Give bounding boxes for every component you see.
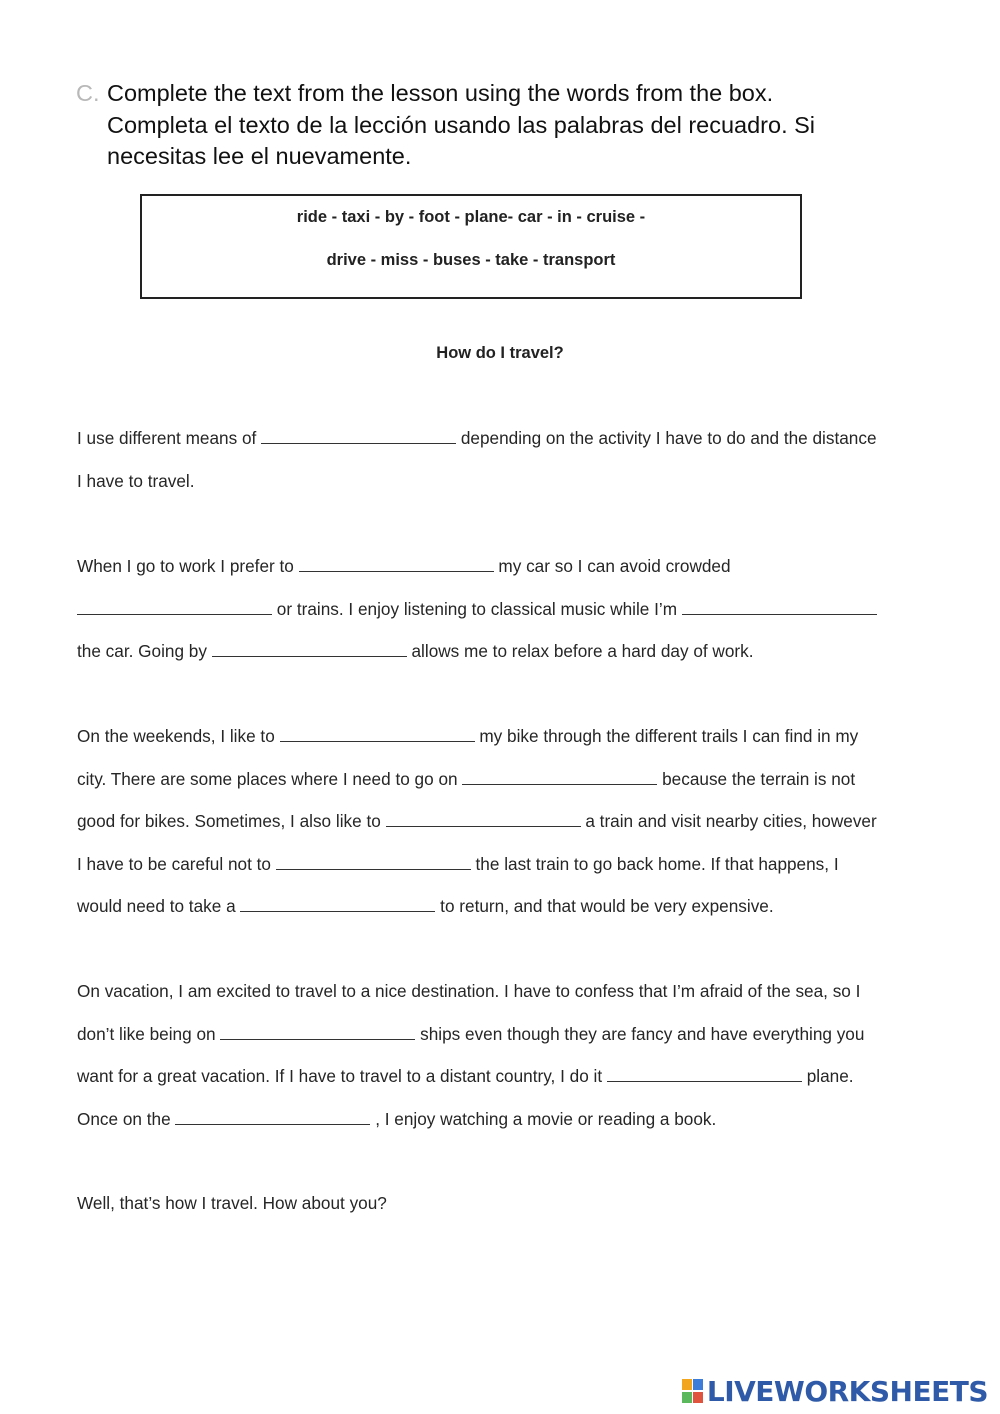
text-segment: because the terrain is not [657, 768, 856, 789]
text-line [77, 556, 937, 599]
text-segment: depending on the activity I have to do and the distance [456, 428, 877, 448]
text-segment: don’t like being on [77, 1023, 221, 1044]
text-segment: I use different means of [77, 428, 262, 448]
blank-5[interactable] [212, 641, 407, 657]
text-segment: I have to travel. [77, 470, 195, 491]
text-line [77, 471, 937, 514]
text-segment: , I enjoy watching a movie or reading a book. [370, 1108, 717, 1129]
text-segment: ships even though they are fancy and have everything you [415, 1023, 865, 1044]
instruction [76, 78, 916, 173]
paragraph-5 [77, 1193, 937, 1236]
text-segment: plane. [801, 1066, 854, 1086]
text-segment: a train and visit nearby cities, however [580, 811, 877, 831]
text-segment: allows me to relax before a hard day of work. [406, 641, 754, 661]
paragraph-1 [77, 428, 937, 513]
text-segment: the last train to go back home. If that happens, I [470, 853, 839, 874]
blank-2[interactable] [299, 556, 494, 572]
text-segment: would need to take a [77, 896, 241, 916]
blank-6[interactable] [280, 726, 475, 742]
text-line [77, 1024, 937, 1067]
text-line [77, 769, 937, 812]
text-line [77, 811, 937, 854]
blank-3[interactable] [77, 599, 272, 615]
text-line [77, 599, 937, 642]
text-segment: or trains. I enjoy listening to classical music while I’m [272, 598, 682, 619]
blank-11[interactable] [220, 1024, 415, 1040]
text-line [77, 726, 937, 769]
blank-1[interactable] [261, 428, 456, 444]
word-box [140, 194, 802, 299]
word-box-line-1: ride - taxi - by - foot - plane- car - in - cruise - [296, 208, 646, 226]
paragraph-4 [77, 981, 937, 1151]
text-segment: On vacation, I am excited to travel to a nice destination. I have to confess that I’m afraid of the sea, so I [77, 981, 861, 1001]
text-segment: city. There are some places where I need to go on [77, 768, 463, 789]
text-line [77, 854, 937, 897]
text-segment: the car. Going by [77, 641, 212, 661]
text-line [77, 1066, 937, 1109]
text-segment: my car so I can avoid crowded [493, 556, 731, 576]
liveworksheets-logo-icon [682, 1378, 704, 1404]
text-segment: Well, that’s how I travel. How about you? [77, 1193, 387, 1213]
text-segment: good for bikes. Sometimes, I also like to [77, 811, 386, 831]
paragraph-2 [77, 556, 937, 684]
text-segment: want for a great vacation. If I have to travel to a distant country, I do it [77, 1066, 607, 1086]
blank-7[interactable] [462, 769, 657, 785]
paragraph-3 [77, 726, 937, 939]
blank-9[interactable] [276, 854, 471, 870]
blank-10[interactable] [240, 896, 435, 912]
text-line [77, 1109, 937, 1152]
text-line [77, 1193, 937, 1236]
text-line [77, 428, 937, 471]
text-line [77, 641, 937, 684]
blank-4[interactable] [682, 599, 877, 615]
text-segment: I have to be careful not to [77, 853, 276, 874]
blank-13[interactable] [175, 1109, 370, 1125]
text-segment: On the weekends, I like to [77, 726, 280, 746]
blank-8[interactable] [386, 811, 581, 827]
section-letter: C. [76, 80, 100, 106]
text-line [77, 981, 937, 1024]
instruction-line-spanish-continued: necesitas lee el nuevamente. [107, 143, 412, 169]
blank-12[interactable] [607, 1066, 802, 1082]
instruction-line-spanish: Completa el texto de la lección usando las palabras del recuadro. Si [107, 111, 816, 138]
text-segment: Once on the [77, 1108, 176, 1129]
logo-text: LIVEWORKSHEETS [706, 1374, 988, 1408]
text-segment: When I go to work I prefer to [77, 556, 299, 576]
story-title: How do I travel? [436, 344, 564, 362]
text-segment: to return, and that would be very expensive. [435, 896, 774, 916]
text-line [77, 896, 937, 939]
text-segment: my bike through the different trails I can find in my [474, 726, 859, 746]
instruction-line-english: Complete the text from the lesson using the words from the box. [107, 80, 774, 106]
word-box-line-2: drive - miss - buses - take - transport [326, 251, 616, 269]
liveworksheets-logo[interactable] [682, 1374, 988, 1408]
